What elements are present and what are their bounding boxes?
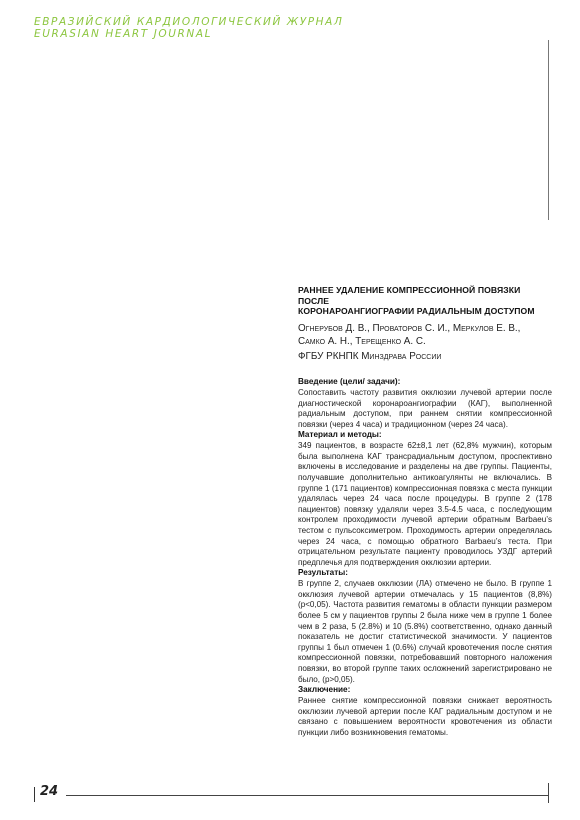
page-number: 24 xyxy=(40,784,59,799)
affiliation-prefix: ФГБУ РКНПК xyxy=(298,350,362,362)
section-heading-conclusion: Заключение: xyxy=(298,685,351,695)
footer-bar xyxy=(34,787,35,802)
article-title xyxy=(298,285,552,317)
abstract-body xyxy=(298,377,552,738)
journal-header xyxy=(34,16,343,40)
article-title-line2: КОРОНАРОАНГИОГРАФИИ РАДИАЛЬНЫМ ДОСТУПОМ xyxy=(298,306,535,317)
section-text-conclusion: Раннее снятие компрессионной повязки снижает вероятность окклюзии лучевой артерии после КАГ радиальным доступом и не связано с повышением вероятности кровотечения из области пункции либо возникновения гематомы. xyxy=(298,695,552,737)
page-footer xyxy=(0,781,580,805)
article-authors xyxy=(298,322,552,349)
journal-name-en: EURASIAN HEART JOURNAL xyxy=(34,28,213,40)
affiliation-rest: Минздрава России xyxy=(361,350,442,362)
section-heading-intro: Введение (цели/ задачи): xyxy=(298,377,401,387)
section-heading-results: Результаты: xyxy=(298,568,348,578)
authors-line1: Огнерубов Д. В., Проваторов С. И., Меркулов Е. В., xyxy=(298,322,521,334)
article-abstract xyxy=(298,285,552,738)
section-text-intro: Сопоставить частоту развития окклюзии лучевой артерии после диагностической коронароангиографии (КАГ), выполненной радиальным доступом, при раннем снятии компрессионной повязки (через 4 часа) и традиционном (через 24 часа). xyxy=(298,388,552,429)
footer-rule xyxy=(66,795,548,796)
authors-line2: Самко А. Н., Терещенко А. С. xyxy=(298,336,426,348)
footer-rule-end xyxy=(548,783,549,803)
section-text-methods: 349 пациентов, в возрасте 62±8,1 лет (62,8% мужчин), которым была выполнена КАГ трансрадиальным доступом, проспективно включены в исследование и разделены на две группы. Пациенты, получавшие дополнительно антикоагулянты не включались. В группе 1 (171 пациентов) компрессионная повязка с места пункции удалялась через 24 часа после процедуры. В группе 2 (178 пациентов) повязку удаляли через 3.5-4.5 часа, с последующим контролем проходимости лучевой артерии обратным Barbaeu’s тестом с пульсоксиметром. Проходимость артерии определялась через 24 часа, с помощью обратного Barbaeu’s теста. При отрицательном результате пациенту проводилось УЗДГ артерий предплечья для подтверждения окклюзии артерии. xyxy=(298,441,552,567)
article-title-line1: РАННЕЕ УДАЛЕНИЕ КОМПРЕССИОННОЙ ПОВЯЗКИ ПОСЛЕ xyxy=(298,285,521,306)
section-text-results: В группе 2, случаев окклюзии (ЛА) отмечено не было. В группе 1 окклюзия лучевой артерии отмечалась у 15 пациентов (8,8%) (p<0,05). Частота развития гематомы в области пункции размером более 5 см у пациентов группы 2 была ниже чем в группе 1 более чем в 2 раза, 5 (2.8%) и 10 (5.8%) соответственно, однако данный показатель не достиг статистической значимости. У пациентов группы 1 был отмечен 1 (0.6%) случай кровотечения после снятия компрессионной повязки, потребовавший повторного наложения повязки, во второй группе таких осложнений зарегистрировано не было, (p>0,05). xyxy=(298,579,552,684)
section-heading-methods: Материал и методы: xyxy=(298,430,382,440)
article-affiliation xyxy=(298,350,552,364)
journal-name-ru: ЕВРАЗИЙСКИЙ КАРДИОЛОГИЧЕСКИЙ ЖУРНАЛ xyxy=(34,16,344,28)
margin-rule xyxy=(548,40,549,220)
